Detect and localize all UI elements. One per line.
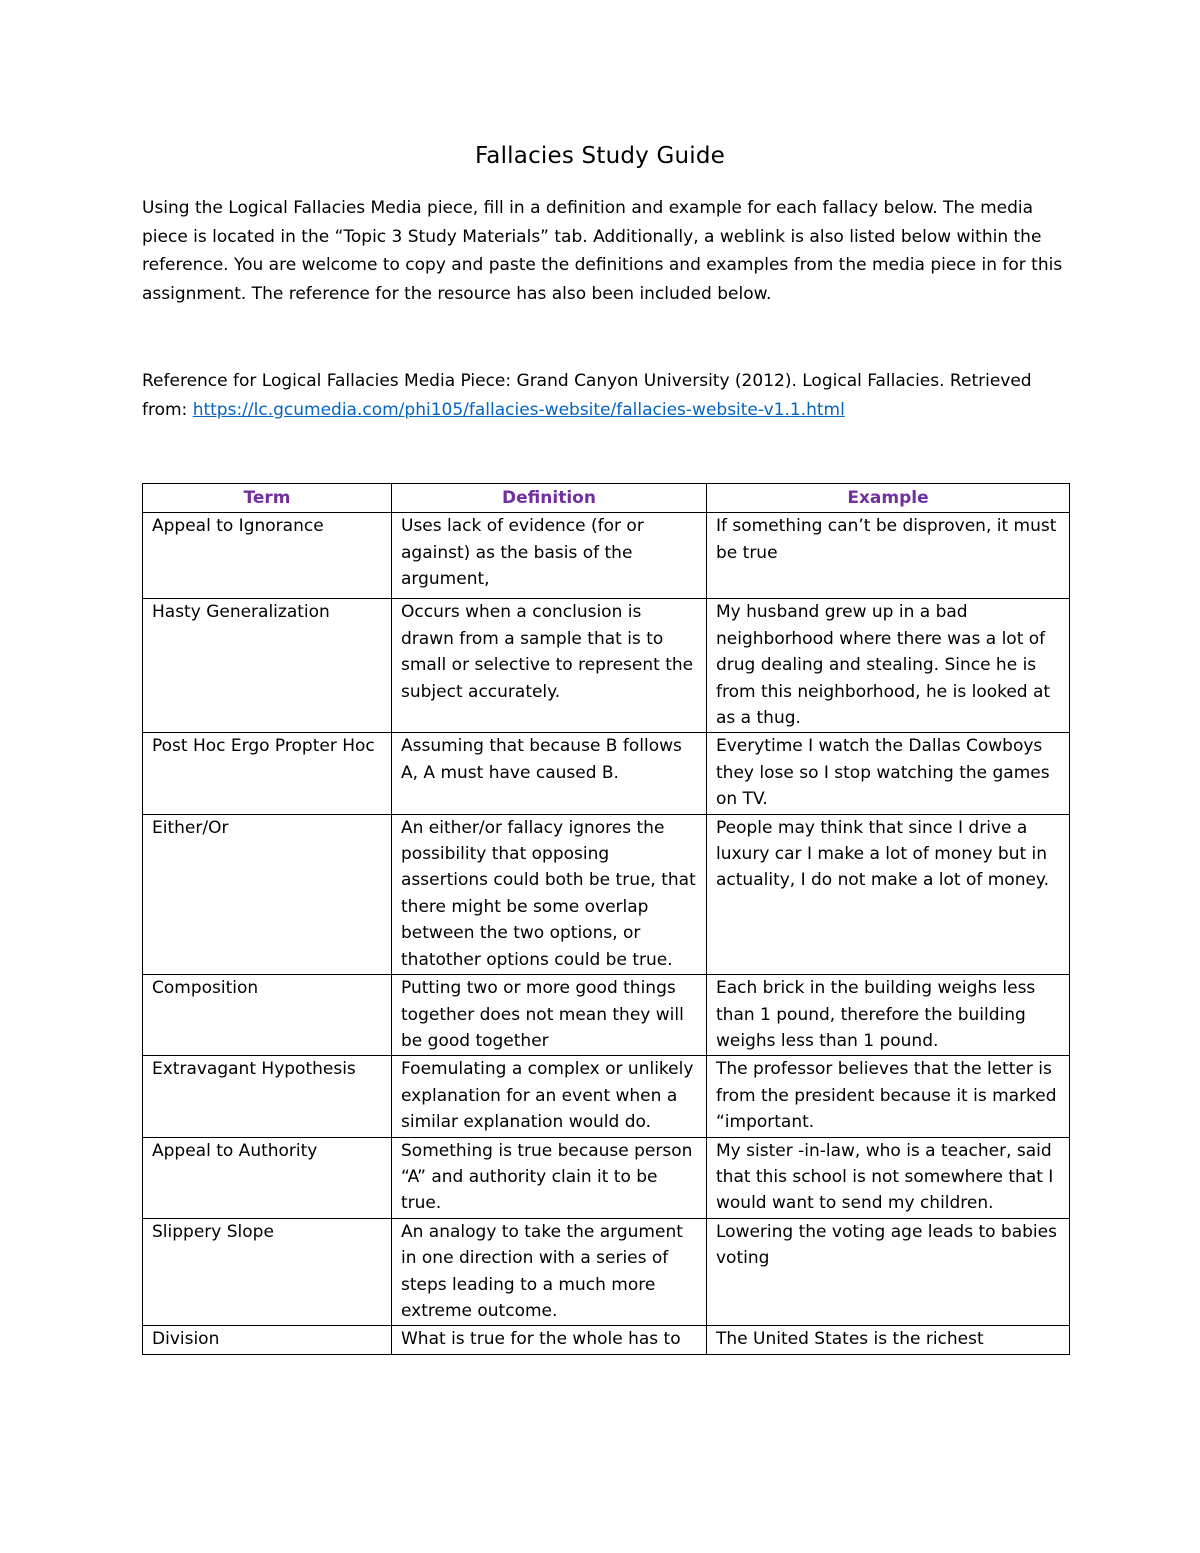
table-row <box>143 1056 1070 1137</box>
term-cell: Hasty Generalization <box>143 599 392 733</box>
term-cell: Either/Or <box>143 814 392 974</box>
table-row <box>143 975 1070 1056</box>
term-cell: Composition <box>143 975 392 1056</box>
term-cell: Appeal to Ignorance <box>143 513 392 599</box>
reference-text: Reference for Logical Fallacies Media Piece: Grand Canyon University (2012). Logical Fallacies. Retrieved from: <box>142 371 1032 420</box>
page-title: Fallacies Study Guide <box>474 143 726 169</box>
term-cell: Division <box>143 1326 392 1354</box>
example-cell: The United States is the richest <box>707 1326 1070 1354</box>
table-row <box>143 733 1070 814</box>
example-cell: Lowering the voting age leads to babies voting <box>707 1218 1070 1326</box>
table-row <box>143 513 1070 599</box>
example-cell: My sister -in-law, who is a teacher, said that this school is not somewhere that I would want to send my children. <box>707 1137 1070 1218</box>
definition-cell: Uses lack of evidence (for or against) as the basis of the argument, <box>392 513 707 599</box>
header-definition: Definition <box>392 484 707 513</box>
example-cell: Each brick in the building weighs less than 1 pound, therefore the building weighs less than 1 pound. <box>707 975 1070 1056</box>
reference-link[interactable]: https://lc.gcumedia.com/phi105/fallacies-website/fallacies-website-v1.1.html <box>192 399 845 420</box>
header-example: Example <box>707 484 1070 513</box>
definition-cell: An either/or fallacy ignores the possibility that opposing assertions could both be true, that there might be some overlap between the two options, or thatother options could be true. <box>392 814 707 974</box>
example-cell: If something can’t be disproven, it must be true <box>707 513 1070 599</box>
term-cell: Appeal to Authority <box>143 1137 392 1218</box>
term-cell: Extravagant Hypothesis <box>143 1056 392 1137</box>
table-row <box>143 814 1070 974</box>
intro-paragraph: Using the Logical Fallacies Media piece, fill in a definition and example for each fallacy below. The media piece is located in the “Topic 3 Study Materials” tab. Additionally, a weblink is also listed below within the reference. You are welcome to copy and paste the definitions and examples from the media piece in for this assignment. The reference for the resource has also been included below. <box>142 198 1063 305</box>
table-header-row <box>143 484 1070 513</box>
example-cell: People may think that since I drive a luxury car I make a lot of money but in actuality, I do not make a lot of money. <box>707 814 1070 974</box>
example-cell: Everytime I watch the Dallas Cowboys they lose so I stop watching the games on TV. <box>707 733 1070 814</box>
definition-cell: Occurs when a conclusion is drawn from a sample that is to small or selective to represent the subject accurately. <box>392 599 707 733</box>
example-cell: My husband grew up in a bad neighborhood where there was a lot of drug dealing and stealing. Since he is from this neighborhood, he is looked at as a thug. <box>707 599 1070 733</box>
table-row <box>143 1218 1070 1326</box>
definition-cell: Foemulating a complex or unlikely explanation for an event when a similar explanation would do. <box>392 1056 707 1137</box>
header-term: Term <box>143 484 392 513</box>
table-row <box>143 1137 1070 1218</box>
term-cell: Post Hoc Ergo Propter Hoc <box>143 733 392 814</box>
term-cell: Slippery Slope <box>143 1218 392 1326</box>
table-row <box>143 1326 1070 1354</box>
definition-cell: Putting two or more good things together does not mean they will be good together <box>392 975 707 1056</box>
definition-cell: Something is true because person “A” and authority clain it to be true. <box>392 1137 707 1218</box>
example-cell: The professor believes that the letter is from the president because it is marked “important. <box>707 1056 1070 1137</box>
definition-cell: An analogy to take the argument in one direction with a series of steps leading to a much more extreme outcome. <box>392 1218 707 1326</box>
definition-cell: What is true for the whole has to <box>392 1326 707 1354</box>
reference-paragraph <box>142 367 1067 424</box>
definition-cell: Assuming that because B follows A, A must have caused B. <box>392 733 707 814</box>
table-row <box>143 599 1070 733</box>
fallacies-table <box>142 483 1070 1355</box>
